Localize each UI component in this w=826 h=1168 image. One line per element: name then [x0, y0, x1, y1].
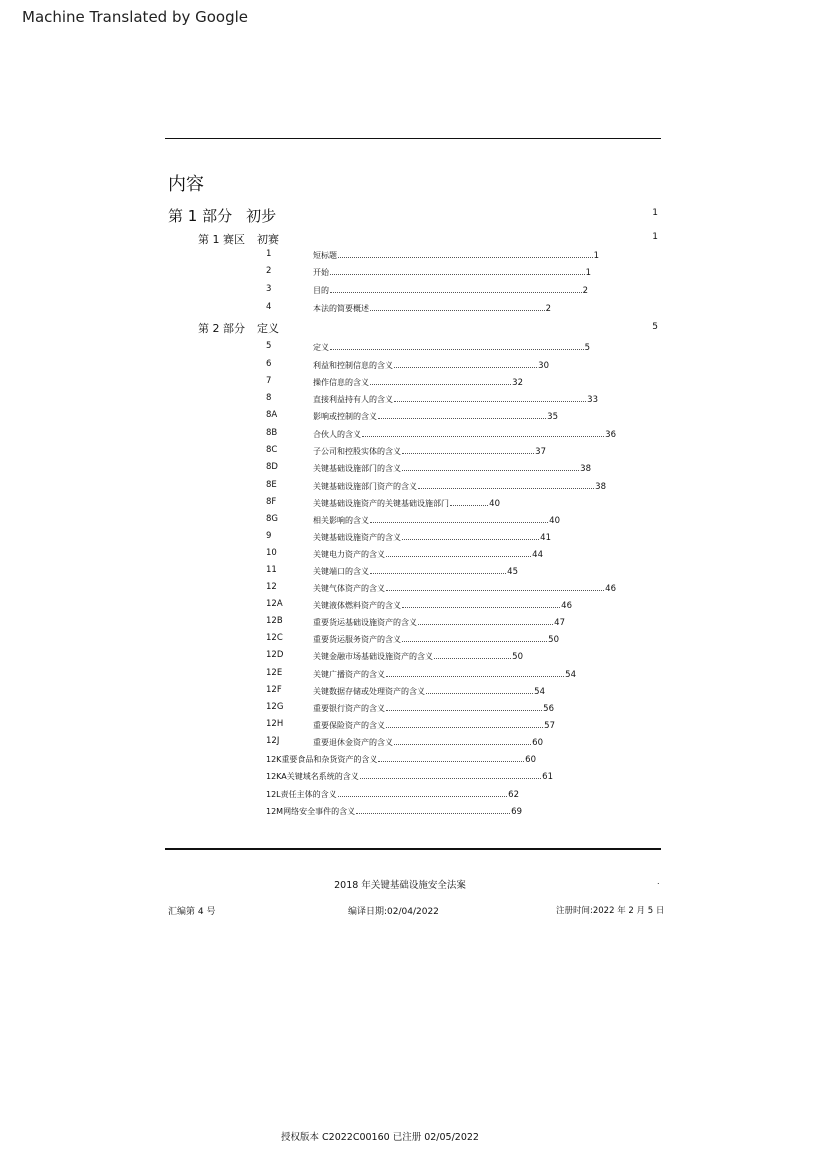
toc-entry-page: 60 — [532, 738, 543, 748]
toc-entry-label: 关键电力资产的含义 — [313, 550, 385, 559]
toc-entry-label: 关键基础设施资产的含义 — [313, 533, 401, 542]
toc-entry-page: 45 — [507, 567, 518, 577]
header-rule — [165, 138, 661, 139]
toc-entry-label: 相关影响的含义 — [313, 516, 369, 525]
toc-entry — [0, 650, 826, 664]
footer-dot: . — [657, 877, 660, 886]
toc-entry — [0, 393, 826, 407]
toc-entry-page: 69 — [511, 807, 522, 817]
division-2-page: 5 — [652, 322, 658, 332]
toc-entry-label: 关键液体燃料资产的含义 — [313, 601, 401, 610]
toc-entry-label: 开始 — [313, 268, 329, 277]
toc-entry-line — [313, 531, 551, 543]
toc-entry-line — [313, 668, 576, 680]
toc-entry-number: 9 — [266, 531, 272, 541]
part-1-label: 第 1 部分 — [168, 207, 233, 225]
toc-entry-line — [313, 548, 543, 560]
toc-entry-number: 10 — [266, 548, 277, 558]
toc-leader-dots — [370, 302, 545, 311]
toc-entry — [0, 514, 826, 528]
toc-entry-line — [313, 736, 543, 748]
toc-entry-line — [313, 565, 518, 577]
toc-entry-label: 定义 — [313, 343, 329, 352]
toc-entry-page: 33 — [587, 395, 598, 405]
toc-entry-page: 54 — [534, 687, 545, 697]
toc-leader-dots — [394, 393, 586, 402]
toc-entry-label: 网络安全事件的含义 — [283, 807, 356, 816]
toc-entry-line — [266, 753, 536, 765]
toc-entry-number: 8A — [266, 410, 278, 420]
division-1-page: 1 — [652, 232, 658, 242]
toc-entry-line — [313, 341, 590, 353]
toc-entry-number: 12 — [266, 582, 277, 592]
toc-entry — [0, 702, 826, 716]
toc-leader-dots — [330, 266, 585, 275]
toc-entry-number: 8 — [266, 393, 272, 403]
toc-entry — [0, 428, 826, 442]
toc-leader-dots — [362, 428, 604, 437]
toc-leader-dots — [386, 548, 531, 557]
toc-entry — [0, 462, 826, 476]
toc-entry-number: 8D — [266, 462, 278, 472]
toc-entry-line — [313, 249, 599, 261]
toc-entry-label: 关键基础设施资产的关键基础设施部门 — [313, 499, 449, 508]
division-2-heading — [198, 320, 279, 336]
toc-entry-line — [313, 719, 555, 731]
toc-entry-page: 56 — [543, 704, 554, 714]
toc-entry — [0, 668, 826, 682]
toc-entry-label: 直接利益持有人的含义 — [313, 395, 393, 404]
toc-leader-dots — [378, 753, 524, 762]
toc-entry-page: 46 — [561, 601, 572, 611]
toc-entry — [0, 548, 826, 562]
toc-entry-page: 37 — [535, 447, 546, 457]
toc-entry — [0, 341, 826, 355]
toc-leader-dots — [402, 445, 534, 454]
toc-entry-label: 关键数据存储或处理资产的含义 — [313, 687, 425, 696]
toc-entry-number: 12H — [266, 719, 284, 729]
toc-entry-number: 8B — [266, 428, 278, 438]
toc-entry-label: 关键基础设施部门资产的含义 — [313, 482, 417, 491]
toc-leader-dots — [402, 531, 539, 540]
toc-entry — [0, 805, 826, 819]
toc-leader-dots — [386, 719, 543, 728]
toc-entry — [0, 599, 826, 613]
toc-entry-line — [313, 685, 545, 697]
toc-entry — [0, 770, 826, 784]
toc-entry-label: 合伙人的含义 — [313, 430, 361, 439]
toc-entry-page: 2 — [545, 304, 551, 314]
division-2-label: 第 2 部分 — [198, 322, 245, 335]
toc-leader-dots — [360, 770, 541, 779]
toc-entry-number: 12F — [266, 685, 282, 695]
toc-entry-label: 短标题 — [313, 251, 337, 260]
toc-entry-line — [313, 480, 606, 492]
toc-entry — [0, 788, 826, 802]
toc-entry-number: 8F — [266, 497, 277, 507]
toc-entry-line — [313, 284, 588, 296]
toc-entry-label: 影响或控制的含义 — [313, 412, 377, 421]
toc-entry-page: 5 — [584, 343, 590, 353]
toc-entry-label: 重要货运基础设施资产的含义 — [313, 618, 417, 627]
toc-entry — [0, 249, 826, 263]
toc-entry-page: 41 — [540, 533, 551, 543]
toc-entry — [0, 753, 826, 767]
toc-entry-number: 12M — [266, 807, 284, 816]
toc-leader-dots — [386, 582, 604, 591]
toc-entry-line — [313, 376, 523, 388]
footer-rule — [165, 848, 661, 850]
toc-leader-dots — [338, 249, 593, 258]
toc-entry-line — [313, 633, 559, 645]
toc-entry — [0, 736, 826, 750]
toc-entry — [0, 582, 826, 596]
toc-entry-number: 12KA — [266, 772, 287, 781]
toc-entry — [0, 410, 826, 424]
toc-leader-dots — [370, 376, 511, 385]
toc-entry-label: 重要银行资产的含义 — [313, 704, 385, 713]
toc-entry-line — [313, 462, 591, 474]
toc-entry-page: 2 — [582, 286, 588, 296]
toc-entry-number: 2 — [266, 266, 272, 276]
toc-leader-dots — [394, 359, 537, 368]
toc-entry — [0, 531, 826, 545]
toc-entry — [0, 376, 826, 390]
toc-entry-number: 8E — [266, 480, 277, 490]
toc-entry-label: 重要食品和杂货资产的含义 — [281, 755, 378, 764]
division-1-heading — [198, 231, 279, 247]
toc-leader-dots — [434, 650, 511, 659]
toc-entry-page: 47 — [554, 618, 565, 628]
toc-leader-dots — [370, 565, 506, 574]
toc-entry-label: 关键基础设施部门的含义 — [313, 464, 401, 473]
toc-entry-number: 12B — [266, 616, 283, 626]
toc-entry-number: 8C — [266, 445, 278, 455]
toc-entry-page: 60 — [525, 755, 536, 765]
toc-entry-line — [313, 302, 551, 314]
toc-entry-line — [266, 770, 553, 782]
toc-entry-line — [313, 497, 500, 509]
toc-entry-label: 目的 — [313, 286, 329, 295]
toc-leader-dots — [356, 805, 510, 814]
toc-entry — [0, 284, 826, 298]
toc-entry-number: 12K — [266, 755, 282, 764]
toc-entry — [0, 480, 826, 494]
toc-entry-page: 36 — [605, 430, 616, 440]
toc-entry-number: 8G — [266, 514, 278, 524]
toc-entry-label: 关键端口的含义 — [313, 567, 369, 576]
toc-entry-number: 7 — [266, 376, 272, 386]
toc-leader-dots — [378, 410, 546, 419]
toc-entry-number: 12C — [266, 633, 283, 643]
toc-entry-page: 38 — [580, 464, 591, 474]
toc-entry-label: 关键域名系统的含义 — [286, 772, 359, 781]
toc-entry — [0, 565, 826, 579]
toc-leader-dots — [370, 514, 548, 523]
toc-entry-label: 关键气体资产的含义 — [313, 584, 385, 593]
toc-entry-line — [313, 650, 523, 662]
toc-entry-number: 4 — [266, 302, 272, 312]
toc-entry-number: 1 — [266, 249, 272, 259]
toc-entry-label: 操作信息的含义 — [313, 378, 369, 387]
toc-entry-number: 12D — [266, 650, 284, 660]
toc-entry-page: 30 — [538, 361, 549, 371]
division-1-label: 第 1 赛区 — [198, 233, 245, 246]
toc-entry-number: 12L — [266, 790, 281, 799]
toc-entry — [0, 497, 826, 511]
toc-entry-page: 1 — [585, 268, 591, 278]
toc-leader-dots — [338, 788, 508, 797]
toc-leader-dots — [402, 599, 560, 608]
toc-entry — [0, 685, 826, 699]
toc-entry — [0, 445, 826, 459]
toc-entry-line — [266, 788, 519, 800]
division-1-title: 初赛 — [257, 233, 279, 246]
toc-leader-dots — [330, 284, 582, 293]
toc-entry-number: 12E — [266, 668, 283, 678]
toc-entry-page: 62 — [508, 790, 519, 800]
toc-entry-page: 57 — [544, 721, 555, 731]
part-1-heading — [168, 205, 276, 226]
toc-entry-page: 50 — [512, 652, 523, 662]
toc-entry-number: 12J — [266, 736, 280, 746]
toc-entry-label: 本法的简要概述 — [313, 304, 369, 313]
toc-entry-label: 关键金融市场基础设施资产的含义 — [313, 652, 433, 661]
toc-entry-label: 责任主体的含义 — [280, 790, 337, 799]
toc-entry-line — [313, 266, 591, 278]
toc-entry-page: 35 — [547, 412, 558, 422]
part-1-page: 1 — [652, 208, 658, 218]
toc-entry-label: 子公司和控股实体的含义 — [313, 447, 401, 456]
toc-leader-dots — [394, 736, 531, 745]
toc-entry — [0, 616, 826, 630]
footer-compilation-number: 汇编第 4 号 — [168, 907, 216, 917]
toc-entry — [0, 719, 826, 733]
toc-title: 内容 — [168, 174, 204, 195]
toc-entry-label: 利益和控制信息的含义 — [313, 361, 393, 370]
toc-leader-dots — [330, 341, 584, 350]
toc-entry-page: 1 — [593, 251, 599, 261]
toc-entry-label: 重要退休金资产的含义 — [313, 738, 393, 747]
toc-entry-number: 12G — [266, 702, 284, 712]
toc-entry-page: 44 — [532, 550, 543, 560]
toc-entry-line — [313, 359, 549, 371]
toc-entry-number: 11 — [266, 565, 277, 575]
toc-entry-page: 46 — [605, 584, 616, 594]
toc-leader-dots — [426, 685, 533, 694]
toc-entry — [0, 359, 826, 373]
toc-entry-number: 3 — [266, 284, 272, 294]
toc-leader-dots — [450, 497, 488, 506]
toc-entry-line — [313, 514, 560, 526]
toc-entry-line — [313, 599, 572, 611]
toc-entry — [0, 302, 826, 316]
toc-entry — [0, 266, 826, 280]
toc-entry-page: 61 — [542, 772, 553, 782]
part-1-title: 初步 — [246, 207, 277, 225]
division-2-title: 定义 — [257, 322, 279, 335]
toc-entry-page: 38 — [595, 482, 606, 492]
toc-entry-page: 40 — [489, 499, 500, 509]
toc-entry-page: 40 — [549, 516, 560, 526]
toc-entry-page: 32 — [512, 378, 523, 388]
toc-entry-label: 重要货运服务资产的含义 — [313, 635, 401, 644]
toc-entry-line — [313, 445, 546, 457]
toc-entry-line — [313, 582, 616, 594]
toc-entry — [0, 633, 826, 647]
footer-compilation-date: 编译日期:02/04/2022 — [348, 907, 439, 917]
toc-entry-label: 关键广播资产的含义 — [313, 670, 385, 679]
toc-entry-line — [313, 410, 558, 422]
toc-leader-dots — [418, 480, 594, 489]
toc-entry-page: 50 — [548, 635, 559, 645]
toc-entry-line — [313, 702, 554, 714]
toc-leader-dots — [402, 633, 547, 642]
toc-entry-line — [266, 805, 522, 817]
toc-leader-dots — [418, 616, 553, 625]
authorised-version-note: 授权版本 C2022C00160 已注册 02/05/2022 — [281, 1132, 479, 1143]
toc-entry-label: 重要保险资产的含义 — [313, 721, 385, 730]
toc-entry-number: 5 — [266, 341, 272, 351]
toc-leader-dots — [386, 702, 542, 711]
toc-entry-number: 12A — [266, 599, 283, 609]
toc-leader-dots — [402, 462, 579, 471]
footer-registration-date: 注册时间:2022 年 2 月 5 日 — [556, 906, 665, 916]
toc-entry-line — [313, 616, 565, 628]
toc-entry-page: 54 — [565, 670, 576, 680]
toc-entry-number: 6 — [266, 359, 272, 369]
machine-translation-banner: Machine Translated by Google — [22, 8, 249, 26]
toc-entry-line — [313, 428, 616, 440]
footer-act-title: 2018 年关键基础设施安全法案 — [334, 880, 466, 891]
toc-entry-line — [313, 393, 598, 405]
toc-leader-dots — [386, 668, 564, 677]
